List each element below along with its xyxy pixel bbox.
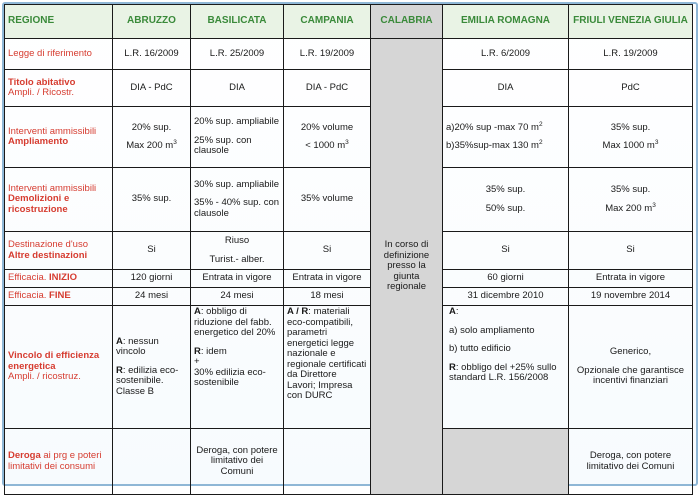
label-vincolo [5, 306, 113, 429]
label-deroga [5, 429, 113, 495]
header-calabria: CALABRIA [371, 5, 443, 39]
calabria-note [371, 39, 443, 495]
text-abruzzo-1: 20% sup. [131, 121, 172, 133]
cell-destinazione-basilicata [191, 232, 284, 270]
text-basilicata-a: : obbligo di riduzione del fabb. energetico del 20% [194, 306, 276, 338]
row-destinazione [5, 232, 693, 270]
text-abruzzo-2: Max 200 m [126, 140, 174, 151]
text-abruzzo-r: : edilizia eco-sostenibile. Classe B [116, 364, 179, 397]
label-fine-sub: Efficacia. [8, 290, 50, 302]
key-ar: A / R [287, 306, 309, 317]
label-destinazione [5, 232, 113, 270]
text-friuli-2: Max 200 m [605, 202, 653, 214]
label-inizio-main: INIZIO [49, 272, 77, 284]
unit-exponent: 3 [173, 138, 177, 146]
cell-fine-campania: 18 mesi [284, 288, 371, 306]
header-basilicata: BASILICATA [191, 5, 284, 39]
unit-exponent: 3 [654, 138, 659, 146]
text-basilicata-r: : idem [200, 345, 227, 357]
cell-legge-friuli: L.R. 19/2009 [569, 39, 693, 70]
header-abruzzo: ABRUZZO [113, 5, 191, 39]
label-demolizioni [5, 168, 113, 232]
cell-vincolo-emilia [443, 306, 569, 429]
label-inizio [5, 270, 113, 288]
key-a: A [449, 306, 456, 317]
label-fine [5, 288, 113, 306]
text-basilicata-extra: 30% edilizia eco-sostenibile [194, 366, 266, 388]
label-fine-main: FINE [49, 290, 71, 302]
cell-ampliamento-emilia [443, 107, 569, 168]
cell-destinazione-abruzzo: Si [113, 232, 191, 270]
row-legge [5, 39, 693, 70]
header-regione: REGIONE [5, 5, 113, 39]
cell-legge-emilia: L.R. 6/2009 [443, 39, 569, 70]
cell-vincolo-basilicata [191, 306, 284, 429]
label-titolo-main: Titolo abitativo [8, 76, 76, 88]
text-basilicata-plus: + [194, 356, 200, 367]
cell-inizio-emilia: 60 giorni [443, 270, 569, 288]
text-basilicata-1: 20% sup. ampliabile [194, 116, 280, 128]
cell-demolizioni-campania: 35% volume [284, 168, 371, 232]
cell-destinazione-friuli: Si [569, 232, 693, 270]
cell-ampliamento-abruzzo [113, 107, 191, 168]
text-emilia-r: : obbligo del +25% sullo standard L.R. 156/2008 [449, 361, 557, 383]
cell-fine-emilia: 31 dicembre 2010 [443, 288, 569, 306]
label-ampliamento-main: Ampliamento [8, 136, 69, 147]
cell-inizio-basilicata: Entrata in vigore [191, 270, 284, 288]
cell-ampliamento-campania [284, 107, 371, 168]
cell-fine-abruzzo: 24 mesi [113, 288, 191, 306]
cell-demolizioni-emilia [443, 168, 569, 232]
cell-legge-abruzzo: L.R. 16/2009 [113, 39, 191, 70]
row-fine [5, 288, 693, 306]
key-r: R [194, 345, 201, 357]
cell-titolo-emilia: DIA [443, 70, 569, 107]
text-basilicata-1: 30% sup. ampliabile [194, 178, 280, 190]
header-campania: CAMPANIA [284, 5, 371, 39]
text-basilicata-2: Turist.- alber. [209, 253, 265, 265]
row-deroga [5, 429, 693, 495]
unit-exponent: 3 [652, 201, 656, 209]
cell-demolizioni-abruzzo: 35% sup. [113, 168, 191, 232]
label-destinazione-main: Altre destinazioni [8, 249, 88, 261]
label-vincolo-main: Vincolo di efficienza energetica [8, 350, 100, 372]
cell-titolo-campania: DIA - PdC [284, 70, 371, 107]
text-basilicata-2: 25% sup. con clausole [194, 134, 252, 157]
unit-exponent: 2 [538, 138, 543, 146]
row-ampliamento [5, 107, 693, 168]
unit-exponent: 2 [538, 120, 543, 128]
cell-vincolo-friuli [569, 306, 693, 429]
text-campania: : materiali eco-compatibili, parametri energetici legge nazionale e regionale certificati da Direttore Lavori; Impresa con DURC [287, 306, 367, 401]
cell-inizio-friuli: Entrata in vigore [569, 270, 693, 288]
text-emilia-a2: b) tutto edificio [449, 343, 511, 354]
cell-destinazione-emilia: Si [443, 232, 569, 270]
cell-fine-basilicata: 24 mesi [191, 288, 284, 306]
cell-ampliamento-friuli [569, 107, 693, 168]
cell-deroga-emilia: Deroga, con potere limitativo dei Comuni [569, 429, 693, 495]
cell-vincolo-abruzzo [113, 306, 191, 429]
row-demolizioni [5, 168, 693, 232]
key-a: A [116, 335, 123, 347]
text-friuli-1: 35% sup. [610, 184, 651, 195]
text-basilicata-2: 35% - 40% sup. con clausole [194, 197, 280, 219]
label-inizio-sub: Efficacia. [8, 272, 50, 284]
header-friuli-venezia-giulia: FRIULI VENEZIA GIULIA [569, 5, 693, 39]
label-legge: Legge di riferimento [5, 39, 113, 70]
label-deroga-sub: ai prg e poteri limitativi dei consumi [8, 450, 102, 472]
row-titolo [5, 70, 693, 107]
cell-deroga-campania [284, 429, 371, 495]
text-abruzzo-a: : nessun vincolo [116, 335, 159, 358]
header-row [5, 5, 693, 39]
header-emilia-romagna: EMILIA ROMAGNA [443, 5, 569, 39]
key-r: R [116, 364, 123, 376]
cell-titolo-abruzzo: DIA - PdC [113, 70, 191, 107]
text-emilia-2: 50% sup. [485, 202, 526, 214]
regional-laws-table [4, 4, 693, 495]
label-ampliamento-sub: Interventi ammissibili [8, 125, 97, 137]
cell-titolo-basilicata: DIA [191, 70, 284, 107]
cell-fine-friuli: 19 novembre 2014 [569, 288, 693, 306]
cell-demolizioni-basilicata [191, 168, 284, 232]
cell-vincolo-campania [284, 306, 371, 429]
label-titolo-sub: Ampli. / Ricostr. [8, 87, 74, 98]
text-friuli-1: Generico, [609, 346, 652, 358]
cell-inizio-campania: Entrata in vigore [284, 270, 371, 288]
cell-legge-basilicata: L.R. 25/2009 [191, 39, 284, 70]
label-destinazione-sub: Destinazione d'uso [8, 239, 88, 250]
text-emilia-a1: a) solo ampliamento [449, 324, 535, 336]
cell-deroga-calabria [443, 429, 569, 495]
label-ampliamento [5, 107, 113, 168]
text-emilia-colon: : [455, 306, 459, 317]
text-campania-2: < 1000 m [305, 140, 346, 151]
text-friuli-2: Max 1000 m [602, 140, 655, 151]
row-inizio [5, 270, 693, 288]
key-a: A [194, 306, 201, 317]
label-vincolo-sub: Ampli. / ricostruz. [8, 371, 81, 383]
label-demolizioni-main: Demolizioni e ricostruzione [8, 193, 70, 215]
cell-inizio-abruzzo: 120 giorni [113, 270, 191, 288]
text-emilia-1: a)20% sup -max 70 m [446, 121, 539, 133]
calabria-note-text: In corso di definizione presso la giunta regionale [383, 239, 430, 293]
cell-ampliamento-basilicata [191, 107, 284, 168]
label-titolo [5, 70, 113, 107]
row-vincolo [5, 306, 693, 429]
unit-exponent: 3 [345, 138, 349, 146]
cell-titolo-friuli: PdC [569, 70, 693, 107]
label-deroga-main: Deroga [8, 450, 41, 461]
text-campania-1: 20% volume [300, 121, 354, 133]
cell-deroga-abruzzo [113, 429, 191, 495]
text-friuli-2: Opzionale che garantisce incentivi finanziari [576, 364, 685, 387]
key-r: R [449, 361, 456, 373]
cell-destinazione-campania: Si [284, 232, 371, 270]
text-friuli-1: 35% sup. [610, 121, 651, 133]
text-emilia-2: b)35%sup-max 130 m [446, 140, 539, 151]
cell-deroga-basilicata: Deroga, con potere limitativo dei Comuni [191, 429, 284, 495]
label-demolizioni-sub: Interventi ammissibili [8, 182, 97, 194]
text-emilia-1: 35% sup. [485, 184, 526, 195]
cell-demolizioni-friuli [569, 168, 693, 232]
text-basilicata-1: Riuso [224, 235, 250, 246]
cell-legge-campania: L.R. 19/2009 [284, 39, 371, 70]
